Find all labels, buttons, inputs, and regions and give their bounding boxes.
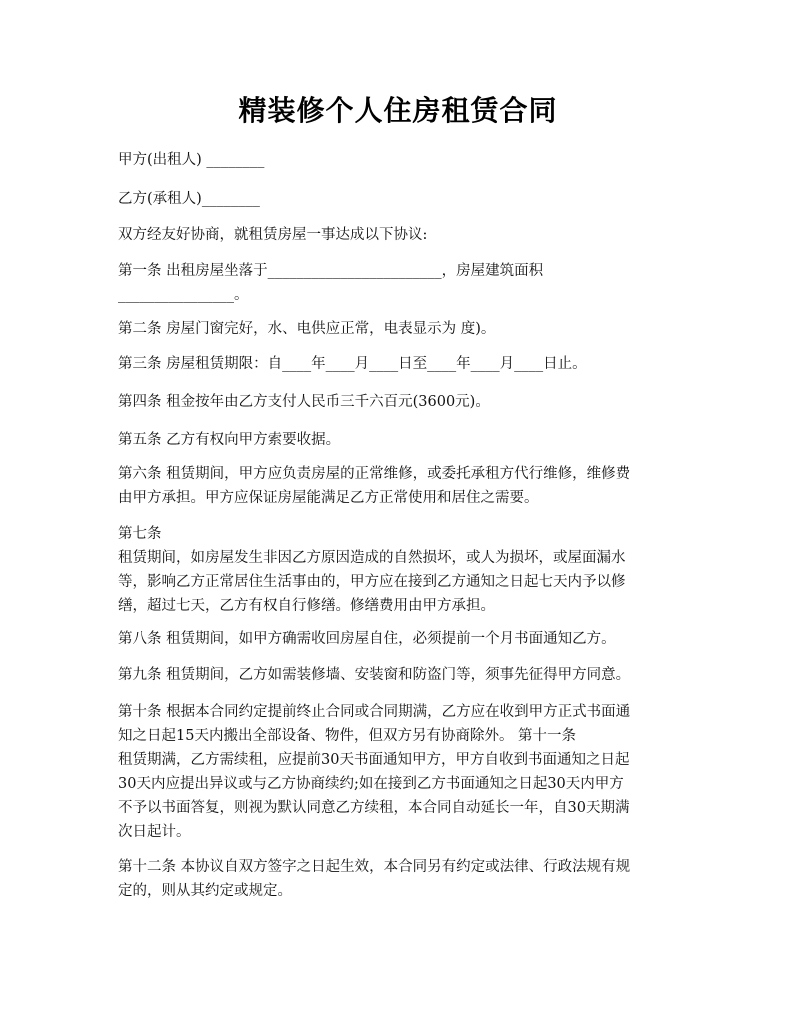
- clause-line: 双方经友好协商，就租赁房屋一事达成以下协议:: [118, 227, 428, 243]
- clause-line: 第五条 乙方有权向甲方索要收据。: [118, 432, 341, 448]
- clause-line: 第十二条 本协议自双方签字之日起生效，本合同另有约定或法律、行政法规有规: [118, 859, 631, 875]
- clause-line: 等，影响乙方正常居住生活事由的，甲方应在接到乙方通知之日起七天内予以修: [118, 574, 626, 590]
- clause-line: 第二条 房屋门窗完好，水、电供应正常，电表显示为 度)。: [118, 321, 496, 337]
- clause-paragraph: [118, 855, 678, 903]
- clause-paragraph: [118, 259, 678, 307]
- clause-line: 租赁期间，如房屋发生非因乙方原因造成的自然损坏，或人为损坏，或屋面漏水: [118, 550, 626, 566]
- clause-line: 第七条: [118, 526, 162, 542]
- clause-paragraph: [118, 700, 678, 844]
- clause-paragraph: [118, 148, 678, 172]
- clause-paragraph: [118, 223, 678, 247]
- clause-line: 缮，超过七天，乙方有权自行修缮。修缮费用由甲方承担。: [118, 598, 495, 614]
- clause-line: ________________。: [118, 287, 249, 303]
- clause-paragraph: [118, 352, 678, 376]
- document-title: 精装修个人住房租赁合同: [238, 94, 558, 127]
- clause-line: 第八条 租赁期间，如甲方确需收回房屋自住，必须提前一个月书面通知乙方。: [118, 631, 616, 647]
- clause-line: 次日起计。: [118, 824, 191, 840]
- clause-paragraph: [118, 390, 678, 414]
- clause-paragraph: [118, 663, 678, 687]
- clause-line: 知之日起15天内搬出全部设备、物件，但双方另有协商除外。 第十一条: [118, 728, 577, 744]
- clause-paragraph: [118, 462, 678, 510]
- clause-line: 第四条 租金按年由乙方支付人民币三千六百元(3600元)。: [118, 394, 490, 410]
- clause-paragraph: [118, 187, 678, 211]
- clause-line: 第一条 出租房屋坐落于________________________，房屋建筑面积: [118, 263, 544, 279]
- clause-line: 租赁期满，乙方需续租，应提前30天书面通知甲方，甲方自收到书面通知之日起: [118, 752, 630, 768]
- clause-paragraph: [118, 317, 678, 341]
- clause-line: 甲方(出租人) ________: [118, 152, 265, 168]
- clause-line: 由甲方承担。甲方应保证房屋能满足乙方正常使用和居住之需要。: [118, 490, 539, 506]
- clause-paragraph: [118, 428, 678, 452]
- clause-paragraph: [118, 627, 678, 651]
- clause-line: 乙方(承租人)________: [118, 191, 260, 207]
- clause-paragraph: [118, 522, 678, 618]
- clause-line: 第十条 根据本合同约定提前终止合同或合同期满，乙方应在收到甲方正式书面通: [118, 704, 631, 720]
- clause-line: 第三条 房屋租赁期限：自____年____月____日至____年____月____日止。: [118, 356, 587, 372]
- clause-line: 定的，则从其约定或规定。: [118, 883, 292, 899]
- clause-line: 不予以书面答复，则视为默认同意乙方续租，本合同自动延长一年，自30天期满: [118, 800, 630, 816]
- clause-line: 第九条 租赁期间，乙方如需装修墙、安装窗和防盗门等，须事先征得甲方同意。: [118, 667, 631, 683]
- clause-line: 30天内应提出异议或与乙方协商续约;如在接到乙方书面通知之日起30天内甲方: [118, 776, 624, 792]
- clause-line: 第六条 租赁期间，甲方应负责房屋的正常维修，或委托承租方代行维修，维修费: [118, 466, 631, 482]
